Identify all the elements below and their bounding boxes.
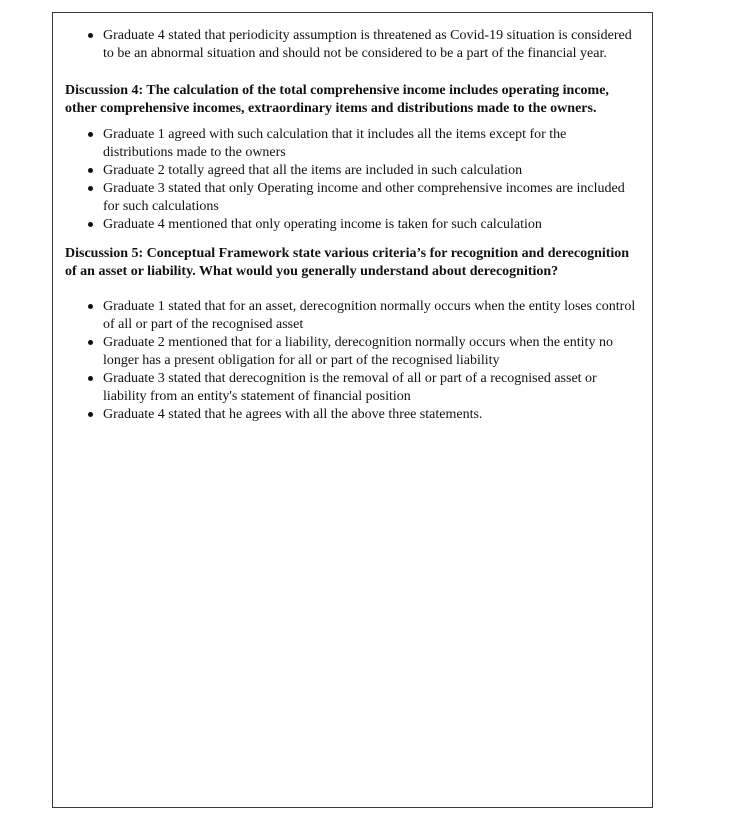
list-item: Graduate 4 stated that periodicity assumption is threatened as Covid-19 situation is considered to be an abnormal situation and should not be considered to be a part of the financial year. — [65, 27, 637, 63]
list-item: Graduate 1 stated that for an asset, derecognition normally occurs when the entity loses control of all or part of the recognised asset — [65, 298, 637, 334]
bullet-list-discussion-5 — [65, 298, 637, 424]
list-item: Graduate 2 mentioned that for a liability, derecognition normally occurs when the entity no longer has a present obligation for all or part of the recognised liability — [65, 334, 637, 370]
document-content — [65, 27, 637, 424]
bullet-list-discussion-4 — [65, 126, 637, 234]
document-page — [52, 12, 653, 808]
list-item: Graduate 3 stated that derecognition is the removal of all or part of a recognised asset or liability from an entity's statement of financial position — [65, 370, 637, 406]
discussion-4-heading: Discussion 4: The calculation of the total comprehensive income includes operating income, other comprehensive incomes, extraordinary items and distributions made to the owners. — [65, 83, 609, 116]
list-item: Graduate 3 stated that only Operating income and other comprehensive incomes are included for such calculations — [65, 180, 637, 216]
list-item: Graduate 4 stated that he agrees with all the above three statements. — [65, 406, 637, 424]
list-item: Graduate 1 agreed with such calculation that it includes all the items except for the distributions made to the owners — [65, 126, 637, 162]
bullet-list-periodicity — [65, 27, 637, 63]
discussion-5-heading: Discussion 5: Conceptual Framework state various criteria’s for recognition and derecognition of an asset or liability. What would you generally understand about derecognition? — [65, 246, 630, 279]
list-item: Graduate 2 totally agreed that all the items are included in such calculation — [65, 162, 637, 180]
list-item: Graduate 4 mentioned that only operating income is taken for such calculation — [65, 216, 637, 234]
